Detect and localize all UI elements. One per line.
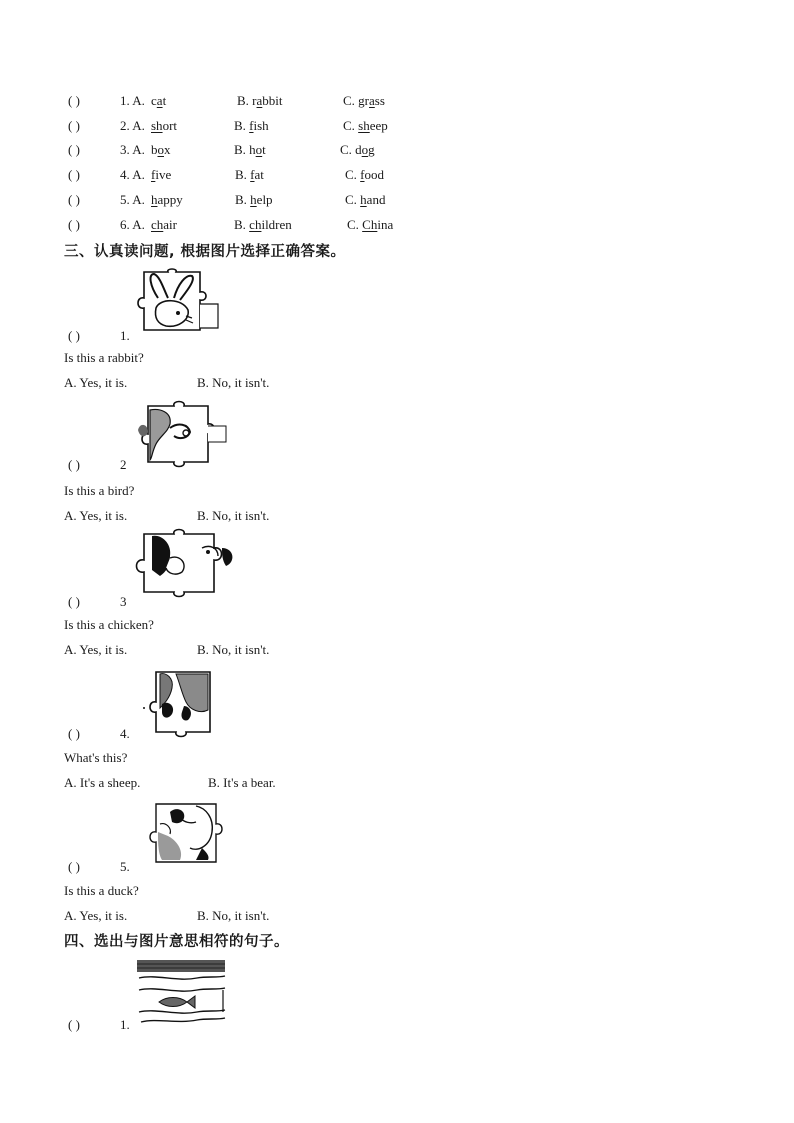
- sheep-puzzle-image: [140, 670, 216, 736]
- option-a-word: chair: [151, 217, 177, 232]
- section-3-heading: 三、认真读问题, 根据图片选择正确答案。: [64, 244, 346, 260]
- option-a: A. It's a sheep.: [64, 775, 141, 790]
- option-b-word: B. hot: [234, 142, 266, 157]
- option-b: B. No, it isn't.: [197, 375, 270, 390]
- option-a: A. Yes, it is.: [64, 908, 128, 923]
- answer-blank[interactable]: ( ): [68, 217, 80, 232]
- answer-blank[interactable]: ( ): [68, 167, 80, 182]
- question-text: Is this a bird?: [64, 483, 135, 498]
- section-4-heading: 四、选出与图片意思相符的句子。: [64, 934, 289, 950]
- option-a-word: box: [151, 142, 171, 157]
- option-b: B. No, it isn't.: [197, 908, 270, 923]
- question-number: 1.: [120, 1017, 130, 1032]
- question-number: 1.: [120, 328, 130, 343]
- answer-blank[interactable]: ( ): [68, 726, 80, 741]
- option-a: A. Yes, it is.: [64, 375, 128, 390]
- option-a-word: five: [151, 167, 172, 182]
- option-b: B. It's a bear.: [208, 775, 276, 790]
- bird-puzzle-image: [130, 402, 228, 466]
- option-c-word: C. hand: [345, 192, 386, 207]
- option-b-word: B. rabbit: [237, 93, 283, 108]
- answer-blank[interactable]: ( ): [68, 1017, 80, 1032]
- duck-puzzle-image: [140, 802, 226, 864]
- answer-blank[interactable]: ( ): [68, 328, 80, 343]
- option-c-word: C. grass: [343, 93, 385, 108]
- answer-blank[interactable]: ( ): [68, 192, 80, 207]
- option-a: A. Yes, it is.: [64, 508, 128, 523]
- answer-blank[interactable]: ( ): [68, 594, 80, 609]
- option-b-word: B. children: [234, 217, 292, 232]
- question-text: What's this?: [64, 750, 128, 765]
- option-a-word: cat: [151, 93, 167, 108]
- option-c-word: C. China: [347, 217, 394, 232]
- option-c-word: C. food: [345, 167, 385, 182]
- answer-blank[interactable]: ( ): [68, 118, 80, 133]
- question-number: 5.: [120, 859, 130, 874]
- option-c-word: C. dog: [340, 142, 375, 157]
- item-number: 3. A.: [120, 142, 145, 157]
- option-c-word: C. sheep: [343, 118, 388, 133]
- rabbit-puzzle-image: [138, 268, 224, 332]
- question-text: Is this a chicken?: [64, 617, 154, 632]
- question-text: Is this a duck?: [64, 883, 139, 898]
- item-number: 2. A.: [120, 118, 145, 133]
- option-b-word: B. fat: [235, 167, 264, 182]
- question-number: 4.: [120, 726, 130, 741]
- option-b: B. No, it isn't.: [197, 642, 270, 657]
- item-number: 4. A.: [120, 167, 145, 182]
- answer-blank[interactable]: ( ): [68, 457, 80, 472]
- option-a-word: happy: [151, 192, 183, 207]
- fish-water-image: [137, 960, 227, 1026]
- question-text: Is this a rabbit?: [64, 350, 144, 365]
- option-b-word: B. help: [235, 192, 273, 207]
- question-number: 3: [120, 594, 127, 609]
- chicken-puzzle-image: [130, 530, 240, 596]
- item-number: 1. A.: [120, 93, 145, 108]
- answer-blank[interactable]: ( ): [68, 859, 80, 874]
- option-a: A. Yes, it is.: [64, 642, 128, 657]
- item-number: 6. A.: [120, 217, 145, 232]
- item-number: 5. A.: [120, 192, 145, 207]
- option-b: B. No, it isn't.: [197, 508, 270, 523]
- answer-blank[interactable]: ( ): [68, 93, 80, 108]
- option-a-word: short: [151, 118, 178, 133]
- option-b-word: B. fish: [234, 118, 269, 133]
- answer-blank[interactable]: ( ): [68, 142, 80, 157]
- question-number: 2: [120, 457, 127, 472]
